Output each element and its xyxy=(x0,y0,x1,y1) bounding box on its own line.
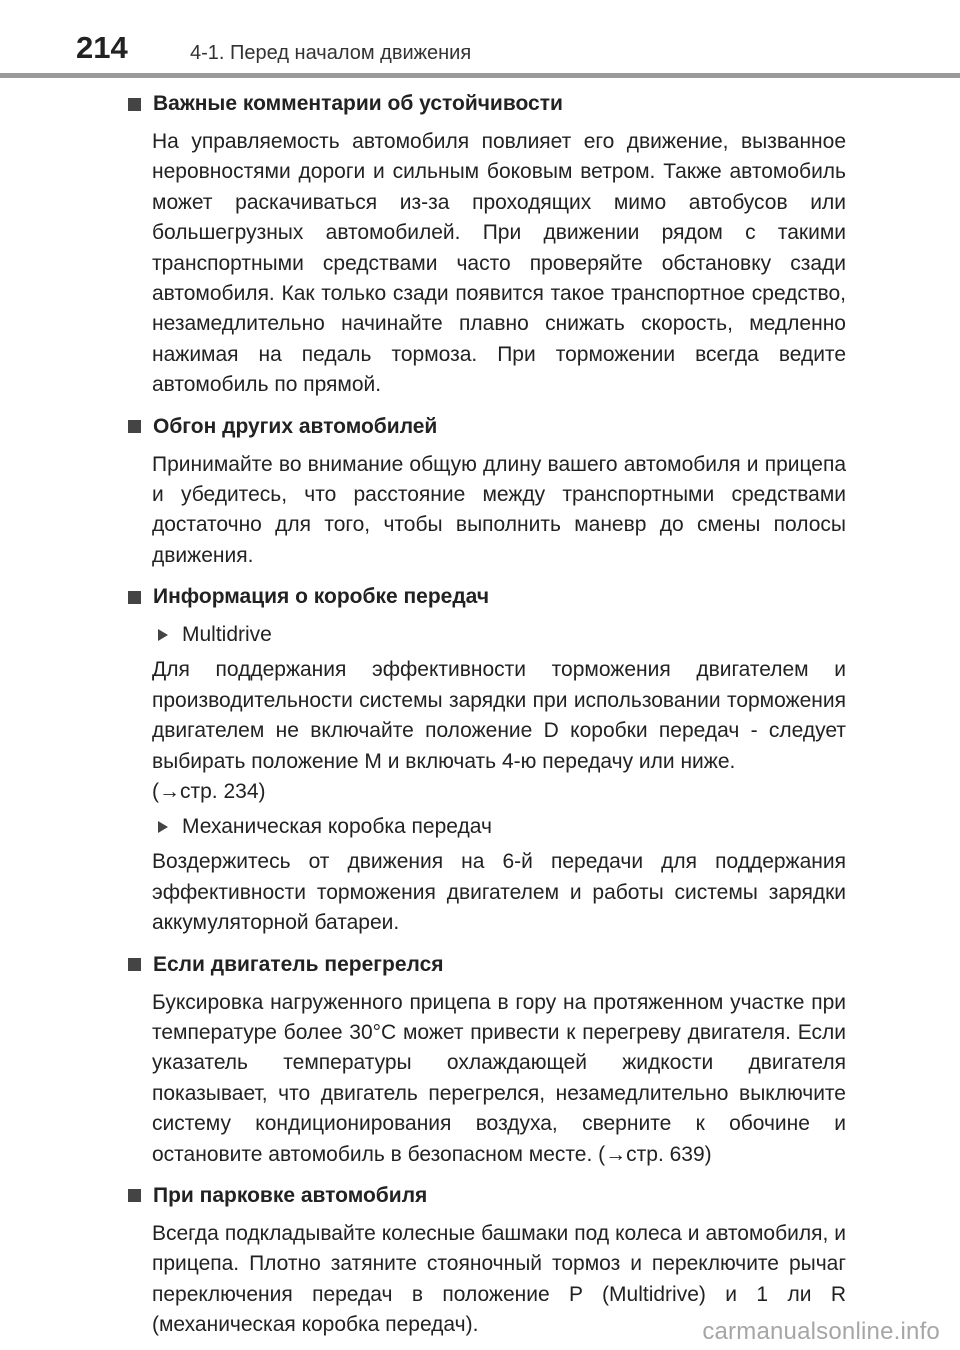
subheading-text: Механическая коробка передач xyxy=(182,815,492,839)
section-title: 4-1. Перед началом движения xyxy=(190,42,472,64)
page-header xyxy=(0,0,960,78)
page-number: 214 xyxy=(76,30,128,65)
section-overheat xyxy=(128,947,846,1170)
section-heading-text: Если двигатель перегрелся xyxy=(153,952,444,976)
section-heading xyxy=(128,86,846,122)
header-divider xyxy=(0,73,960,78)
square-bullet-icon xyxy=(128,98,141,111)
subheading-manual xyxy=(152,807,846,847)
section-heading xyxy=(128,947,846,983)
subheading-text: Multidrive xyxy=(182,623,272,647)
square-bullet-icon xyxy=(128,591,141,604)
triangle-bullet-icon xyxy=(158,629,168,641)
section-heading xyxy=(128,409,846,445)
section-heading-text: При парковке автомобиля xyxy=(153,1183,428,1207)
page-reference: (→стр. 234) xyxy=(152,779,266,803)
square-bullet-icon xyxy=(128,420,141,433)
section-transmission xyxy=(128,579,846,938)
square-bullet-icon xyxy=(128,1189,141,1202)
section-paragraph: Всегда подкладывайте колесные башмаки под колеса и автомобиля, и прицепа. Плотно затяните стояночный тормоз и переключите рычаг переключения передач в положение P (Multidrive) и 1 ли R (механическая коробка передач). xyxy=(152,1221,846,1337)
section-heading-text: Информация о коробке передач xyxy=(153,585,490,609)
watermark-text: carmanualsonline.info xyxy=(702,1318,940,1345)
page-content xyxy=(128,86,846,1341)
section-stability xyxy=(128,86,846,401)
section-heading xyxy=(128,1178,846,1214)
square-bullet-icon xyxy=(128,958,141,971)
section-heading-text: Важные комментарии об устойчивости xyxy=(153,92,563,115)
section-paragraph: Буксировка нагруженного прицепа в гору на протяженном участке при температуре более 30°C может привести к перегреву двигателя. Если указатель температуры охлаждающей жидкости двигателя показывает, что двигатель перегрелся, незамедлительно выключите систему кондиционирования воздуха, сверните к обочине и остановите автомобиль в безопасном месте. (→стр. 639) xyxy=(152,990,846,1166)
triangle-bullet-icon xyxy=(158,821,168,833)
section-heading xyxy=(128,579,846,615)
section-paragraph: На управляемость автомобиля повлияет его движение, вызванное неровностями дороги и сильным боковым ветром. Также автомобиль может раскачиваться из-за проходящих мимо автобусов или большегрузных автомобилей. При движении рядом с такими транспортными средствами часто проверяйте обстановку сзади автомобиля. Как только сзади появится такое транспортное средство, незамедлительно начинайте плавно снижать скорость, медленно нажимая на педаль тормоза. При торможении всегда ведите автомобиль по прямой. xyxy=(152,130,846,397)
subheading-multidrive xyxy=(152,615,846,655)
section-parking xyxy=(128,1178,846,1341)
section-paragraph: Принимайте во внимание общую длину вашего автомобиля и прицепа и убедитесь, что расстояние между транспортными средствами достаточно для того, чтобы выполнить маневр до смены полосы движения. xyxy=(152,452,846,567)
section-heading-text: Обгон других автомобилей xyxy=(153,414,438,438)
section-paragraph: Воздержитесь от движения на 6-й передачи для поддержания эффективности торможения двигателем и работы системы зарядки аккумуляторной батареи. xyxy=(152,850,846,935)
section-paragraph: Для поддержания эффективности торможения двигателем и производительности системы зарядки при использовании торможения двигателем не включайте положение D коробки передач - следует выбирать положение M и включать 4-ю передачу или ниже. xyxy=(152,658,846,773)
section-overtaking xyxy=(128,409,846,572)
